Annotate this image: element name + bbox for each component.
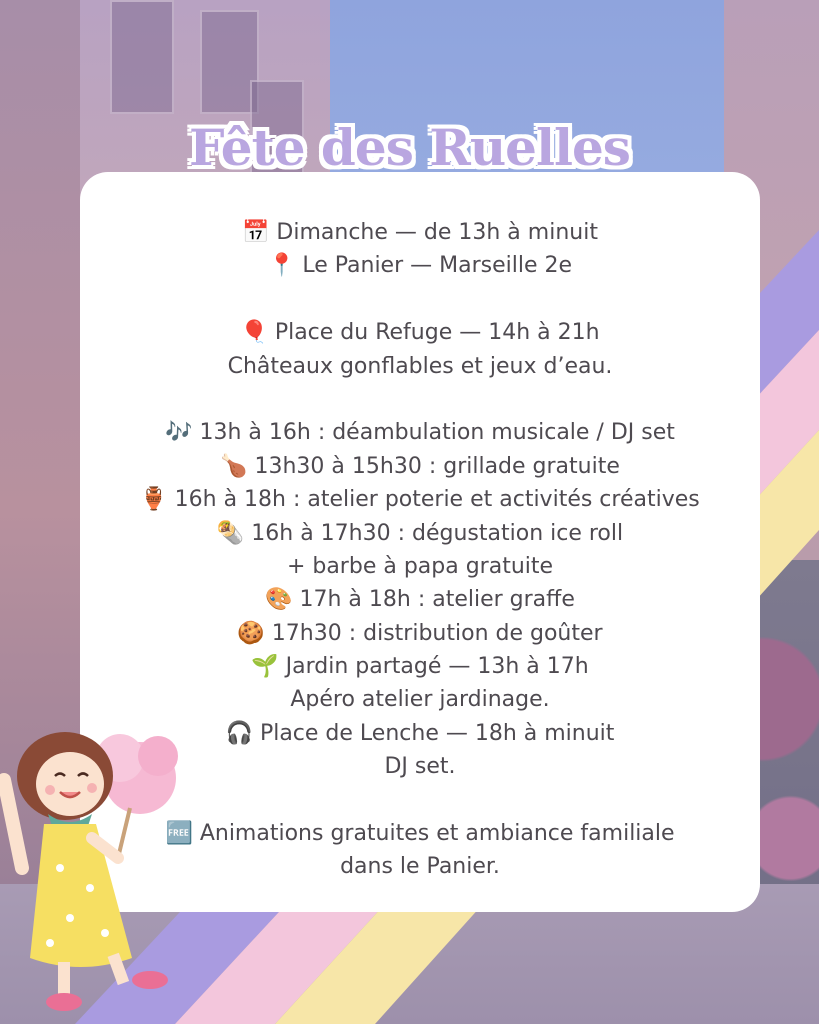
spacer-line [80,383,760,416]
detail-line: 🍗 13h30 à 15h30 : grillade gratuite [220,453,620,479]
detail-line: 🎧 Place de Lenche — 18h à minuit [225,720,615,746]
detail-line: DJ set. [384,754,456,780]
detail-line: + barbe à papa gratuite [286,553,554,579]
detail-line: Châteaux gonflables et jeux d’eau. [227,353,613,379]
detail-line: 🌱 Jardin partagé — 13h à 17h [251,654,589,680]
detail-line: 📍 Le Panier — Marseille 2e [267,253,573,279]
spacer-line [80,283,760,316]
detail-line: 🎨 17h à 18h : atelier graffe [265,587,575,613]
detail-line: 🎶 13h à 16h : déambulation musicale / DJ set [165,420,675,446]
detail-line: Apéro atelier jardinage. [290,687,550,713]
detail-line: 🎈 Place du Refuge — 14h à 21h [240,320,600,346]
detail-line: 🆓 Animations gratuites et ambiance familiale [165,821,675,847]
detail-line: 📅 Dimanche — de 13h à minuit [242,220,598,245]
event-details [80,216,760,884]
detail-line: dans le Panier. [340,854,500,880]
detail-line: 🍪 17h30 : distribution de goûter [237,620,603,646]
girl-with-cotton-candy-illustration [0,718,180,1018]
spacer-line [80,784,760,817]
detail-line: 🏺 16h à 18h : atelier poterie et activités créatives [140,487,700,513]
page-title: Fête des Ruelles [189,118,630,177]
detail-line: 🌯 16h à 17h30 : dégustation ice roll [216,520,624,546]
